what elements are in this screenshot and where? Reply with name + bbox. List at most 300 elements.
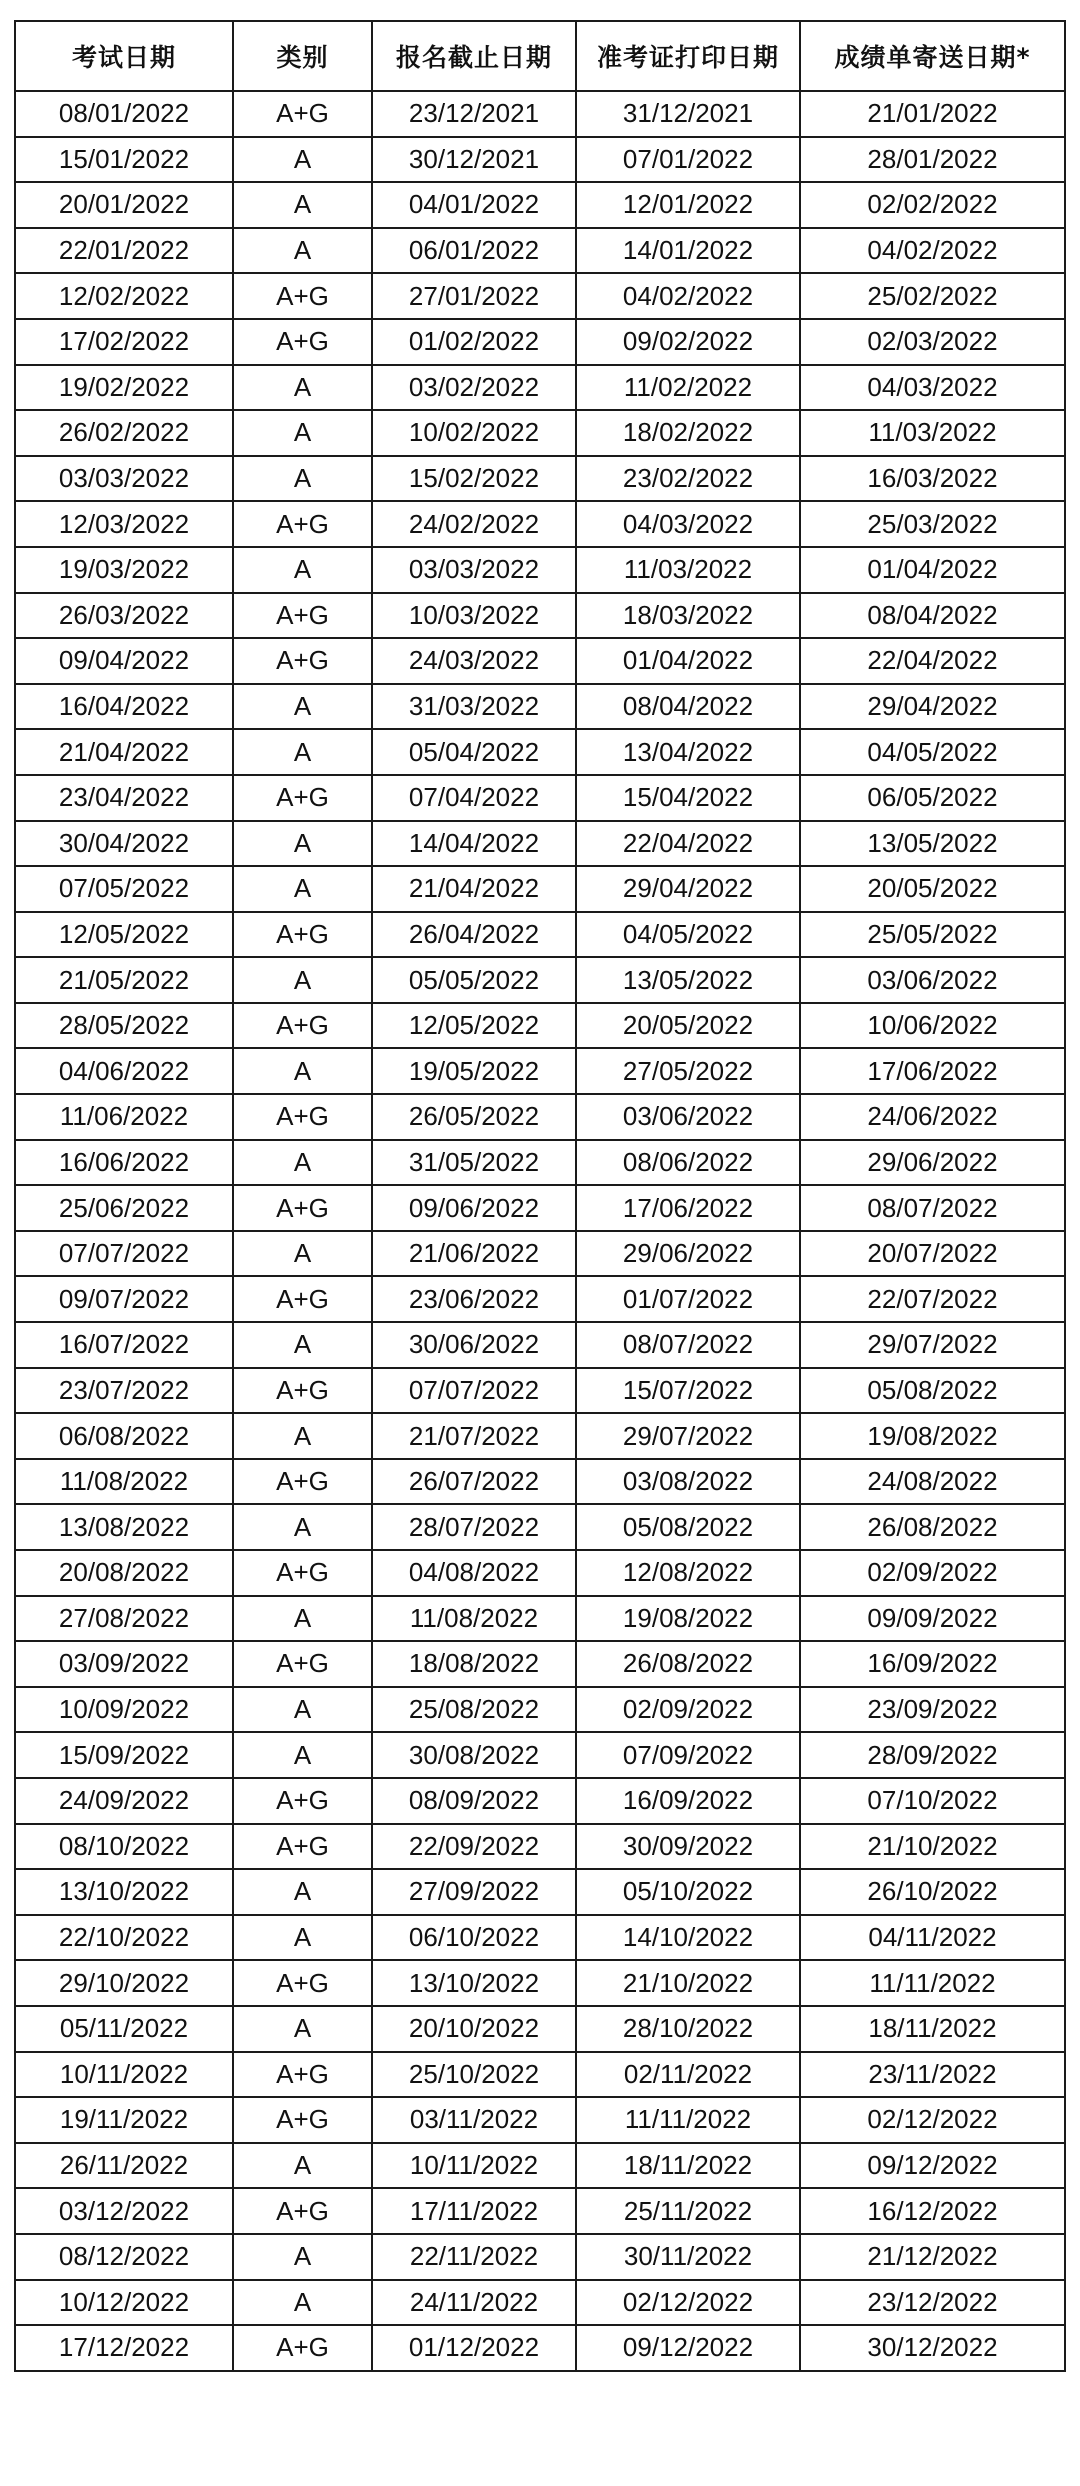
registration-deadline-cell: 09/06/2022 <box>372 1185 576 1231</box>
category-cell: A+G <box>233 1276 372 1322</box>
category-cell: A <box>233 1140 372 1186</box>
category-cell: A+G <box>233 912 372 958</box>
registration-deadline-cell: 23/12/2021 <box>372 91 576 137</box>
admission-ticket-print-date-cell: 09/12/2022 <box>576 2325 800 2371</box>
registration-deadline-cell: 15/02/2022 <box>372 456 576 502</box>
registration-deadline-cell: 06/01/2022 <box>372 228 576 274</box>
table-row <box>15 273 1065 319</box>
category-cell: A+G <box>233 2052 372 2098</box>
registration-deadline-cell: 21/04/2022 <box>372 866 576 912</box>
exam-date-cell: 24/09/2022 <box>15 1778 233 1824</box>
admission-ticket-print-date-cell: 29/06/2022 <box>576 1231 800 1277</box>
admission-ticket-print-date-cell: 01/07/2022 <box>576 1276 800 1322</box>
exam-date-cell: 22/10/2022 <box>15 1915 233 1961</box>
table-row <box>15 684 1065 730</box>
registration-deadline-cell: 24/11/2022 <box>372 2280 576 2326</box>
transcript-mailing-date-cell: 29/04/2022 <box>800 684 1065 730</box>
transcript-mailing-date-cell: 19/08/2022 <box>800 1413 1065 1459</box>
registration-deadline-cell: 30/12/2021 <box>372 137 576 183</box>
admission-ticket-print-date-cell: 12/01/2022 <box>576 182 800 228</box>
registration-deadline-cell: 30/08/2022 <box>372 1732 576 1778</box>
category-cell: A+G <box>233 1094 372 1140</box>
registration-deadline-cell: 24/02/2022 <box>372 501 576 547</box>
transcript-mailing-date-cell: 28/09/2022 <box>800 1732 1065 1778</box>
transcript-mailing-date-cell: 04/05/2022 <box>800 729 1065 775</box>
transcript-mailing-date-cell: 01/04/2022 <box>800 547 1065 593</box>
transcript-mailing-date-cell: 05/08/2022 <box>800 1368 1065 1414</box>
registration-deadline-cell: 01/02/2022 <box>372 319 576 365</box>
transcript-mailing-date-cell: 20/07/2022 <box>800 1231 1065 1277</box>
registration-deadline-cell: 10/11/2022 <box>372 2143 576 2189</box>
category-cell: A <box>233 1504 372 1550</box>
category-cell: A <box>233 957 372 1003</box>
registration-deadline-cell: 26/04/2022 <box>372 912 576 958</box>
table-row <box>15 2188 1065 2234</box>
admission-ticket-print-date-cell: 27/05/2022 <box>576 1048 800 1094</box>
category-cell: A <box>233 821 372 867</box>
table-row <box>15 456 1065 502</box>
transcript-mailing-date-cell: 13/05/2022 <box>800 821 1065 867</box>
transcript-mailing-date-cell: 22/07/2022 <box>800 1276 1065 1322</box>
registration-deadline-cell: 11/08/2022 <box>372 1596 576 1642</box>
admission-ticket-print-date-cell: 13/05/2022 <box>576 957 800 1003</box>
transcript-mailing-date-cell: 16/12/2022 <box>800 2188 1065 2234</box>
category-cell: A <box>233 1048 372 1094</box>
category-cell: A <box>233 1322 372 1368</box>
registration-deadline-cell: 22/09/2022 <box>372 1824 576 1870</box>
registration-deadline-cell: 10/02/2022 <box>372 410 576 456</box>
exam-date-cell: 04/06/2022 <box>15 1048 233 1094</box>
admission-ticket-print-date-cell: 19/08/2022 <box>576 1596 800 1642</box>
table-row <box>15 2325 1065 2371</box>
category-cell: A <box>233 1231 372 1277</box>
table-row <box>15 2143 1065 2189</box>
category-cell: A+G <box>233 2325 372 2371</box>
category-cell: A <box>233 228 372 274</box>
admission-ticket-print-date-cell: 23/02/2022 <box>576 456 800 502</box>
table-row <box>15 2280 1065 2326</box>
registration-deadline-cell: 27/09/2022 <box>372 1869 576 1915</box>
admission-ticket-print-date-cell: 02/09/2022 <box>576 1687 800 1733</box>
category-cell: A+G <box>233 638 372 684</box>
transcript-mailing-date-cell: 11/03/2022 <box>800 410 1065 456</box>
exam-date-cell: 05/11/2022 <box>15 2006 233 2052</box>
admission-ticket-print-date-cell: 07/09/2022 <box>576 1732 800 1778</box>
exam-date-cell: 25/06/2022 <box>15 1185 233 1231</box>
registration-deadline-cell: 30/06/2022 <box>372 1322 576 1368</box>
category-cell: A+G <box>233 1641 372 1687</box>
category-cell: A <box>233 547 372 593</box>
table-row <box>15 1641 1065 1687</box>
transcript-mailing-date-cell: 25/02/2022 <box>800 273 1065 319</box>
registration-deadline-cell: 18/08/2022 <box>372 1641 576 1687</box>
admission-ticket-print-date-cell: 01/04/2022 <box>576 638 800 684</box>
transcript-mailing-date-cell: 24/08/2022 <box>800 1459 1065 1505</box>
table-row <box>15 729 1065 775</box>
header-row <box>15 21 1065 91</box>
admission-ticket-print-date-cell: 28/10/2022 <box>576 2006 800 2052</box>
registration-deadline-cell: 24/03/2022 <box>372 638 576 684</box>
registration-deadline-cell: 17/11/2022 <box>372 2188 576 2234</box>
table-row <box>15 2234 1065 2280</box>
table-row <box>15 1778 1065 1824</box>
category-cell: A+G <box>233 319 372 365</box>
category-cell: A <box>233 1413 372 1459</box>
admission-ticket-print-date-cell: 11/11/2022 <box>576 2097 800 2143</box>
registration-deadline-cell: 31/05/2022 <box>372 1140 576 1186</box>
registration-deadline-cell: 03/03/2022 <box>372 547 576 593</box>
registration-deadline-cell: 08/09/2022 <box>372 1778 576 1824</box>
table-row <box>15 1094 1065 1140</box>
category-cell: A <box>233 1732 372 1778</box>
registration-deadline-cell: 25/08/2022 <box>372 1687 576 1733</box>
table-row <box>15 2052 1065 2098</box>
transcript-mailing-date-cell: 25/03/2022 <box>800 501 1065 547</box>
exam-date-cell: 15/09/2022 <box>15 1732 233 1778</box>
admission-ticket-print-date-cell: 02/11/2022 <box>576 2052 800 2098</box>
exam-date-cell: 03/12/2022 <box>15 2188 233 2234</box>
registration-deadline-cell: 25/10/2022 <box>372 2052 576 2098</box>
table-row <box>15 912 1065 958</box>
table-row <box>15 1003 1065 1049</box>
exam-date-cell: 13/10/2022 <box>15 1869 233 1915</box>
exam-date-cell: 26/11/2022 <box>15 2143 233 2189</box>
category-cell: A <box>233 137 372 183</box>
registration-deadline-cell: 20/10/2022 <box>372 2006 576 2052</box>
table-row <box>15 1504 1065 1550</box>
category-cell: A <box>233 2006 372 2052</box>
category-cell: A+G <box>233 91 372 137</box>
table-row <box>15 1915 1065 1961</box>
admission-ticket-print-date-cell: 16/09/2022 <box>576 1778 800 1824</box>
transcript-mailing-date-cell: 11/11/2022 <box>800 1960 1065 2006</box>
exam-date-cell: 07/05/2022 <box>15 866 233 912</box>
admission-ticket-print-date-cell: 08/06/2022 <box>576 1140 800 1186</box>
exam-date-cell: 30/04/2022 <box>15 821 233 867</box>
registration-deadline-cell: 03/02/2022 <box>372 365 576 411</box>
exam-date-cell: 19/02/2022 <box>15 365 233 411</box>
schedule-sheet <box>14 20 1064 2372</box>
exam-date-cell: 11/06/2022 <box>15 1094 233 1140</box>
admission-ticket-print-date-cell: 05/08/2022 <box>576 1504 800 1550</box>
table-row <box>15 1596 1065 1642</box>
table-header <box>15 21 1065 91</box>
admission-ticket-print-date-cell: 09/02/2022 <box>576 319 800 365</box>
transcript-mailing-date-cell: 16/09/2022 <box>800 1641 1065 1687</box>
registration-deadline-cell: 07/04/2022 <box>372 775 576 821</box>
admission-ticket-print-date-cell: 18/11/2022 <box>576 2143 800 2189</box>
admission-ticket-print-date-cell: 29/04/2022 <box>576 866 800 912</box>
exam-date-cell: 28/05/2022 <box>15 1003 233 1049</box>
transcript-mailing-date-cell: 22/04/2022 <box>800 638 1065 684</box>
transcript-mailing-date-cell: 23/09/2022 <box>800 1687 1065 1733</box>
admission-ticket-print-date-cell: 29/07/2022 <box>576 1413 800 1459</box>
table-row <box>15 182 1065 228</box>
transcript-mailing-date-cell: 23/11/2022 <box>800 2052 1065 2098</box>
exam-date-cell: 29/10/2022 <box>15 1960 233 2006</box>
category-cell: A <box>233 1687 372 1733</box>
exam-date-cell: 17/02/2022 <box>15 319 233 365</box>
table-row <box>15 638 1065 684</box>
transcript-mailing-date-cell: 09/09/2022 <box>800 1596 1065 1642</box>
admission-ticket-print-date-cell: 14/10/2022 <box>576 1915 800 1961</box>
admission-ticket-print-date-cell: 22/04/2022 <box>576 821 800 867</box>
table-row <box>15 866 1065 912</box>
transcript-mailing-date-cell: 02/09/2022 <box>800 1550 1065 1596</box>
category-cell: A <box>233 1869 372 1915</box>
exam-date-cell: 08/12/2022 <box>15 2234 233 2280</box>
exam-date-cell: 26/03/2022 <box>15 593 233 639</box>
transcript-mailing-date-cell: 28/01/2022 <box>800 137 1065 183</box>
table-row <box>15 821 1065 867</box>
exam-date-cell: 22/01/2022 <box>15 228 233 274</box>
table-row <box>15 1140 1065 1186</box>
table-row <box>15 1276 1065 1322</box>
table-row <box>15 1459 1065 1505</box>
table-row <box>15 365 1065 411</box>
admission-ticket-print-date-cell: 11/02/2022 <box>576 365 800 411</box>
exam-schedule-table <box>14 20 1066 2372</box>
exam-date-cell: 11/08/2022 <box>15 1459 233 1505</box>
registration-deadline-cell: 21/07/2022 <box>372 1413 576 1459</box>
category-cell: A+G <box>233 1459 372 1505</box>
registration-deadline-cell: 01/12/2022 <box>372 2325 576 2371</box>
category-cell: A <box>233 456 372 502</box>
exam-date-cell: 09/07/2022 <box>15 1276 233 1322</box>
transcript-mailing-date-cell: 23/12/2022 <box>800 2280 1065 2326</box>
category-cell: A <box>233 2143 372 2189</box>
exam-date-cell: 06/08/2022 <box>15 1413 233 1459</box>
table-row <box>15 1048 1065 1094</box>
exam-date-cell: 16/07/2022 <box>15 1322 233 1368</box>
transcript-mailing-date-cell: 16/03/2022 <box>800 456 1065 502</box>
table-row <box>15 1368 1065 1414</box>
table-row <box>15 1550 1065 1596</box>
admission-ticket-print-date-cell: 30/09/2022 <box>576 1824 800 1870</box>
exam-date-cell: 13/08/2022 <box>15 1504 233 1550</box>
transcript-mailing-date-cell: 04/02/2022 <box>800 228 1065 274</box>
registration-deadline-cell: 04/08/2022 <box>372 1550 576 1596</box>
table-row <box>15 1687 1065 1733</box>
registration-deadline-cell: 05/05/2022 <box>372 957 576 1003</box>
admission-ticket-print-date-cell: 07/01/2022 <box>576 137 800 183</box>
category-cell: A+G <box>233 1550 372 1596</box>
category-cell: A <box>233 2234 372 2280</box>
table-row <box>15 91 1065 137</box>
registration-deadline-cell: 28/07/2022 <box>372 1504 576 1550</box>
admission-ticket-print-date-cell: 08/04/2022 <box>576 684 800 730</box>
registration-deadline-cell: 21/06/2022 <box>372 1231 576 1277</box>
admission-ticket-print-date-cell: 14/01/2022 <box>576 228 800 274</box>
category-cell: A+G <box>233 273 372 319</box>
exam-date-cell: 08/01/2022 <box>15 91 233 137</box>
table-row <box>15 2006 1065 2052</box>
header-exam-date: 考试日期 <box>15 21 233 91</box>
category-cell: A+G <box>233 1368 372 1414</box>
exam-date-cell: 15/01/2022 <box>15 137 233 183</box>
registration-deadline-cell: 27/01/2022 <box>372 273 576 319</box>
table-row <box>15 501 1065 547</box>
admission-ticket-print-date-cell: 04/03/2022 <box>576 501 800 547</box>
category-cell: A+G <box>233 2097 372 2143</box>
exam-date-cell: 26/02/2022 <box>15 410 233 456</box>
transcript-mailing-date-cell: 04/11/2022 <box>800 1915 1065 1961</box>
admission-ticket-print-date-cell: 15/04/2022 <box>576 775 800 821</box>
admission-ticket-print-date-cell: 25/11/2022 <box>576 2188 800 2234</box>
exam-date-cell: 12/02/2022 <box>15 273 233 319</box>
header-category: 类别 <box>233 21 372 91</box>
category-cell: A <box>233 410 372 456</box>
header-registration-deadline: 报名截止日期 <box>372 21 576 91</box>
category-cell: A <box>233 182 372 228</box>
header-transcript-mailing-date: 成绩单寄送日期* <box>800 21 1065 91</box>
registration-deadline-cell: 06/10/2022 <box>372 1915 576 1961</box>
admission-ticket-print-date-cell: 02/12/2022 <box>576 2280 800 2326</box>
transcript-mailing-date-cell: 18/11/2022 <box>800 2006 1065 2052</box>
transcript-mailing-date-cell: 02/12/2022 <box>800 2097 1065 2143</box>
table-body <box>15 91 1065 2371</box>
admission-ticket-print-date-cell: 12/08/2022 <box>576 1550 800 1596</box>
table-row <box>15 775 1065 821</box>
exam-date-cell: 20/01/2022 <box>15 182 233 228</box>
category-cell: A <box>233 2280 372 2326</box>
exam-date-cell: 03/09/2022 <box>15 1641 233 1687</box>
transcript-mailing-date-cell: 21/10/2022 <box>800 1824 1065 1870</box>
exam-date-cell: 10/11/2022 <box>15 2052 233 2098</box>
table-row <box>15 2097 1065 2143</box>
exam-date-cell: 08/10/2022 <box>15 1824 233 1870</box>
registration-deadline-cell: 23/06/2022 <box>372 1276 576 1322</box>
category-cell: A+G <box>233 1960 372 2006</box>
table-row <box>15 1732 1065 1778</box>
registration-deadline-cell: 05/04/2022 <box>372 729 576 775</box>
registration-deadline-cell: 03/11/2022 <box>372 2097 576 2143</box>
exam-date-cell: 20/08/2022 <box>15 1550 233 1596</box>
transcript-mailing-date-cell: 06/05/2022 <box>800 775 1065 821</box>
transcript-mailing-date-cell: 09/12/2022 <box>800 2143 1065 2189</box>
category-cell: A <box>233 684 372 730</box>
category-cell: A+G <box>233 501 372 547</box>
transcript-mailing-date-cell: 20/05/2022 <box>800 866 1065 912</box>
admission-ticket-print-date-cell: 05/10/2022 <box>576 1869 800 1915</box>
transcript-mailing-date-cell: 03/06/2022 <box>800 957 1065 1003</box>
exam-date-cell: 19/11/2022 <box>15 2097 233 2143</box>
exam-date-cell: 21/05/2022 <box>15 957 233 1003</box>
category-cell: A <box>233 365 372 411</box>
registration-deadline-cell: 04/01/2022 <box>372 182 576 228</box>
category-cell: A <box>233 729 372 775</box>
transcript-mailing-date-cell: 21/12/2022 <box>800 2234 1065 2280</box>
registration-deadline-cell: 22/11/2022 <box>372 2234 576 2280</box>
exam-date-cell: 07/07/2022 <box>15 1231 233 1277</box>
registration-deadline-cell: 13/10/2022 <box>372 1960 576 2006</box>
table-row <box>15 1413 1065 1459</box>
table-row <box>15 547 1065 593</box>
transcript-mailing-date-cell: 29/07/2022 <box>800 1322 1065 1368</box>
category-cell: A+G <box>233 775 372 821</box>
exam-date-cell: 27/08/2022 <box>15 1596 233 1642</box>
admission-ticket-print-date-cell: 18/03/2022 <box>576 593 800 639</box>
transcript-mailing-date-cell: 30/12/2022 <box>800 2325 1065 2371</box>
transcript-mailing-date-cell: 26/10/2022 <box>800 1869 1065 1915</box>
transcript-mailing-date-cell: 08/07/2022 <box>800 1185 1065 1231</box>
registration-deadline-cell: 14/04/2022 <box>372 821 576 867</box>
registration-deadline-cell: 07/07/2022 <box>372 1368 576 1414</box>
admission-ticket-print-date-cell: 11/03/2022 <box>576 547 800 593</box>
category-cell: A <box>233 1915 372 1961</box>
admission-ticket-print-date-cell: 18/02/2022 <box>576 410 800 456</box>
exam-date-cell: 12/05/2022 <box>15 912 233 958</box>
category-cell: A+G <box>233 1003 372 1049</box>
registration-deadline-cell: 10/03/2022 <box>372 593 576 639</box>
transcript-mailing-date-cell: 25/05/2022 <box>800 912 1065 958</box>
exam-date-cell: 17/12/2022 <box>15 2325 233 2371</box>
admission-ticket-print-date-cell: 13/04/2022 <box>576 729 800 775</box>
transcript-mailing-date-cell: 10/06/2022 <box>800 1003 1065 1049</box>
table-row <box>15 1869 1065 1915</box>
exam-date-cell: 23/07/2022 <box>15 1368 233 1414</box>
admission-ticket-print-date-cell: 21/10/2022 <box>576 1960 800 2006</box>
admission-ticket-print-date-cell: 03/06/2022 <box>576 1094 800 1140</box>
table-row <box>15 1960 1065 2006</box>
table-row <box>15 593 1065 639</box>
admission-ticket-print-date-cell: 15/07/2022 <box>576 1368 800 1414</box>
exam-date-cell: 09/04/2022 <box>15 638 233 684</box>
admission-ticket-print-date-cell: 30/11/2022 <box>576 2234 800 2280</box>
category-cell: A+G <box>233 593 372 639</box>
category-cell: A <box>233 1596 372 1642</box>
admission-ticket-print-date-cell: 26/08/2022 <box>576 1641 800 1687</box>
registration-deadline-cell: 26/05/2022 <box>372 1094 576 1140</box>
exam-date-cell: 23/04/2022 <box>15 775 233 821</box>
admission-ticket-print-date-cell: 04/05/2022 <box>576 912 800 958</box>
category-cell: A+G <box>233 1824 372 1870</box>
table-row <box>15 957 1065 1003</box>
transcript-mailing-date-cell: 02/02/2022 <box>800 182 1065 228</box>
transcript-mailing-date-cell: 26/08/2022 <box>800 1504 1065 1550</box>
exam-date-cell: 12/03/2022 <box>15 501 233 547</box>
registration-deadline-cell: 26/07/2022 <box>372 1459 576 1505</box>
table-row <box>15 319 1065 365</box>
admission-ticket-print-date-cell: 04/02/2022 <box>576 273 800 319</box>
transcript-mailing-date-cell: 02/03/2022 <box>800 319 1065 365</box>
exam-date-cell: 21/04/2022 <box>15 729 233 775</box>
transcript-mailing-date-cell: 24/06/2022 <box>800 1094 1065 1140</box>
transcript-mailing-date-cell: 29/06/2022 <box>800 1140 1065 1186</box>
admission-ticket-print-date-cell: 31/12/2021 <box>576 91 800 137</box>
admission-ticket-print-date-cell: 17/06/2022 <box>576 1185 800 1231</box>
category-cell: A+G <box>233 2188 372 2234</box>
table-row <box>15 410 1065 456</box>
exam-date-cell: 10/09/2022 <box>15 1687 233 1733</box>
transcript-mailing-date-cell: 08/04/2022 <box>800 593 1065 639</box>
transcript-mailing-date-cell: 07/10/2022 <box>800 1778 1065 1824</box>
registration-deadline-cell: 12/05/2022 <box>372 1003 576 1049</box>
category-cell: A+G <box>233 1778 372 1824</box>
category-cell: A <box>233 866 372 912</box>
table-row <box>15 137 1065 183</box>
table-row <box>15 1322 1065 1368</box>
table-row <box>15 1824 1065 1870</box>
transcript-mailing-date-cell: 04/03/2022 <box>800 365 1065 411</box>
table-row <box>15 1185 1065 1231</box>
registration-deadline-cell: 31/03/2022 <box>372 684 576 730</box>
exam-date-cell: 03/03/2022 <box>15 456 233 502</box>
admission-ticket-print-date-cell: 20/05/2022 <box>576 1003 800 1049</box>
table-row <box>15 1231 1065 1277</box>
header-admission-ticket-print-date: 准考证打印日期 <box>576 21 800 91</box>
admission-ticket-print-date-cell: 03/08/2022 <box>576 1459 800 1505</box>
